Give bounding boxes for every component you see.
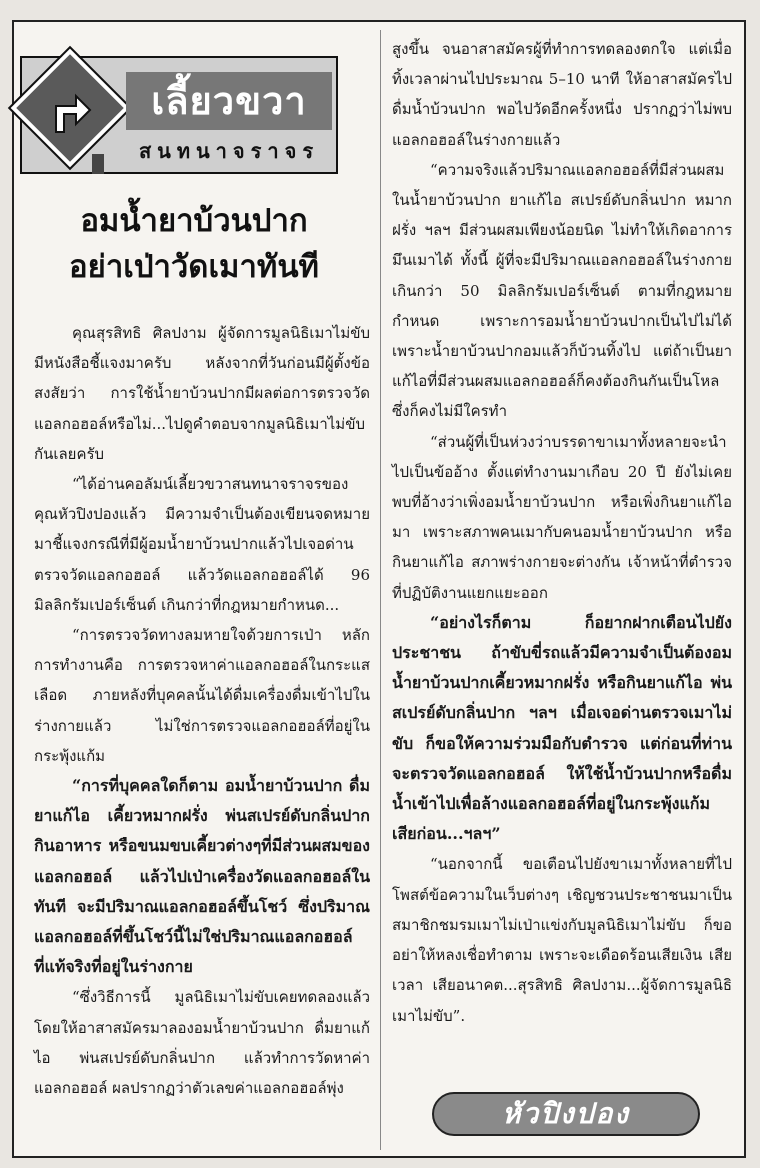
column-divider [380, 30, 381, 1150]
paragraph: คุณสุรสิทธิ ศิลปงาม ผู้จัดการมูลนิธิเมาไม่ขับ มีหนังสือชี้แจงมาครับ หลังจากที่วันก่อนมีผู้ตั้งข้อสงสัยว่า การใช้น้ำยาบ้วนปากมีผลต่อการตรวจวัดแอลกอฮอล์หรือไม่...ไปดูคำตอบจากมูลนิธิเมาไม่ขับกันเลยครับ [34, 324, 370, 463]
paragraph: “ได้อ่านคอลัมน์เลี้ยวขวาสนทนาจราจรของคุณหัวปิงปองแล้ว มีความจำเป็นต้องเขียนจดหมายมาชี้แจงกรณีที่มีผู้อมน้ำยาบ้วนปากแล้วไปเจอด่านตรวจวัดแอลกอฮอล์ แล้ววัดแอลกอฮอล์ได้ 96 มิลลิกรัมเปอร์เซ็นต์ เกินกว่าที่กฎหมายกำหนด... [34, 475, 370, 614]
right-column-text [392, 34, 732, 1031]
newspaper-clipping [12, 20, 746, 1158]
sign-post [92, 154, 104, 174]
left-column-text [34, 318, 370, 1103]
column-logo [20, 56, 338, 174]
paragraph: “การตรวจวัดทางลมหายใจด้วยการเป่า หลักการทำงานคือ การตรวจหาค่าแอลกอฮอล์ในกระแสเลือด ภายหลังที่บุคคลนั้นได้ดื่มเครื่องดื่มเข้าไปในร่างกายแล้ว ไม่ใช่การตรวจแอลกอฮอล์ที่อยู่ในกระพุ้งแก้ม [34, 626, 370, 765]
paragraph: “ความจริงแล้วปริมาณแอลกอฮอล์ที่มีส่วนผสมในน้ำยาบ้วนปาก ยาแก้ไอ สเปรย์ดับกลิ่นปาก หมากฝรั่ง ฯลฯ มีส่วนผสมเพียงน้อยนิด ไม่ทำให้เกิดอาการมึนเมาได้ ทั้งนี้ ผู้ที่จะมีปริมาณแอลกอฮอล์ในร่างกายเกินกว่า 50 มิลลิกรัมเปอร์เซ็นต์ ตามที่กฎหมายกำหนด เพราะการอมน้ำยาบ้วนปากเป็นไปไม่ได้ เพราะน้ำยาบ้วนปากอมแล้วก็บ้วนทิ้งไป แต่ถ้าเป็นยาแก้ไอที่มีส่วนผสมแอลกอฮอล์ก็คงต้องกินกันเป็นโหล ซึ่งก็คงไม่มีใครทำ [392, 160, 732, 421]
paragraph: “ส่วนผู้ที่เป็นห่วงว่าบรรดาขาเมาทั้งหลายจะนำไปเป็นข้ออ้าง ตั้งแต่ทำงานมาเกือบ 20 ปี ยังไม่เคยพบที่อ้างว่าเพิ่งอมน้ำยาบ้วนปาก หรือเพิ่งกินยาแก้ไอมา เพราะสภาพคนเมากับคนอมน้ำยาบ้วนปาก หรือกินยาแก้ไอ สภาพร่างกายจะต่างกัน เจ้าหน้าที่ตำรวจที่ปฏิบัติงานแยกแยะออก [392, 432, 732, 602]
column-title: เลี้ยวขวา [126, 72, 332, 130]
column-subtitle: สนทนาจราจร [138, 139, 320, 163]
article-headline [34, 198, 354, 290]
paragraph: “การที่บุคคลใดก็ตาม อมน้ำยาบ้วนปาก ดื่มยาแก้ไอ เคี้ยวหมากฝรั่ง พ่นสเปรย์ดับกลิ่นปาก กินอาหาร หรือขนมขบเคี้ยวต่างๆที่มีส่วนผสมของแอลกอฮอล์ แล้วไปเป่าเครื่องวัดแอลกอฮอล์ในทันที จะมีปริมาณแอลกอฮอล์ขึ้นโชว์ ซึ่งปริมาณแอลกอฮอล์ที่ขึ้นโชว์นี้ไม่ใช่ปริมาณแอลกอฮอล์ที่แท้จริงที่อยู่ในร่างกาย [34, 776, 370, 977]
author-badge: หัวปิงปอง [432, 1092, 700, 1136]
paragraph: “อย่างไรก็ตาม ก็อยากฝากเตือนไปยังประชาชน ถ้าขับขี่รถแล้วมีความจำเป็นต้องอมน้ำยาบ้วนปากเคี้ยวหมากฝรั่ง หรือกินยาแก้ไอ พ่นสเปรย์ดับกลิ่นปาก ฯลฯ เมื่อเจอด่านตรวจเมาไม่ขับ ก็ขอให้ความร่วมมือกับตำรวจ แต่ก่อนที่ท่านจะตรวจวัดแอลกอฮอล์ ให้ใช้น้ำบ้วนปากหรือดื่มน้ำเข้าไปเพื่อล้างแอลกอฮอล์ที่อยู่ในกระพุ้งแก้มเสียก่อน...ฯลฯ” [392, 612, 732, 844]
paragraph: สูงขึ้น จนอาสาสมัครผู้ที่ทำการทดลองตกใจ แต่เมื่อทิ้งเวลาผ่านไปประมาณ 5–10 นาที ให้อาสาสมัครไปดื่มน้ำบ้วนปาก พอไปวัดอีกครั้งหนึ่ง ปรากฏว่าไม่พบแอลกอฮอล์ในร่างกายแล้ว [392, 40, 732, 149]
paragraph: “นอกจากนี้ ขอเตือนไปยังขาเมาทั้งหลายที่ไปโพสต์ข้อความในเว็บต่างๆ เชิญชวนประชาชนมาเป็นสมาชิกชมรมเมาไม่เป่าแข่งกับมูลนิธิเมาไม่ขับ ก็ขออย่าให้หลงเชื่อทำตาม เพราะจะเดือดร้อนเสียเงิน เสียเวลา เสียอนาคต...สุรสิทธิ ศิลปงาม...ผู้จัดการมูลนิธิเมาไม่ขับ”. [392, 855, 732, 1025]
headline-line-1: อมน้ำยาบ้วนปาก [80, 203, 308, 239]
paragraph: “ซึ่งวิธีการนี้ มูลนิธิเมาไม่ขับเคยทดลองแล้ว โดยให้อาสาสมัครมาลองอมน้ำยาบ้วนปาก ดื่มยาแก้ไอ พ่นสเปรย์ดับกลิ่นปาก แล้วทำการวัดหาค่าแอลกอฮอล์ ผลปรากฏว่าตัวเลขค่าแอลกอฮอล์พุ่ง [34, 988, 370, 1098]
turn-right-arrow-icon [36, 76, 102, 142]
headline-line-2: อย่าเป่าวัดเมาทันที [69, 249, 319, 285]
